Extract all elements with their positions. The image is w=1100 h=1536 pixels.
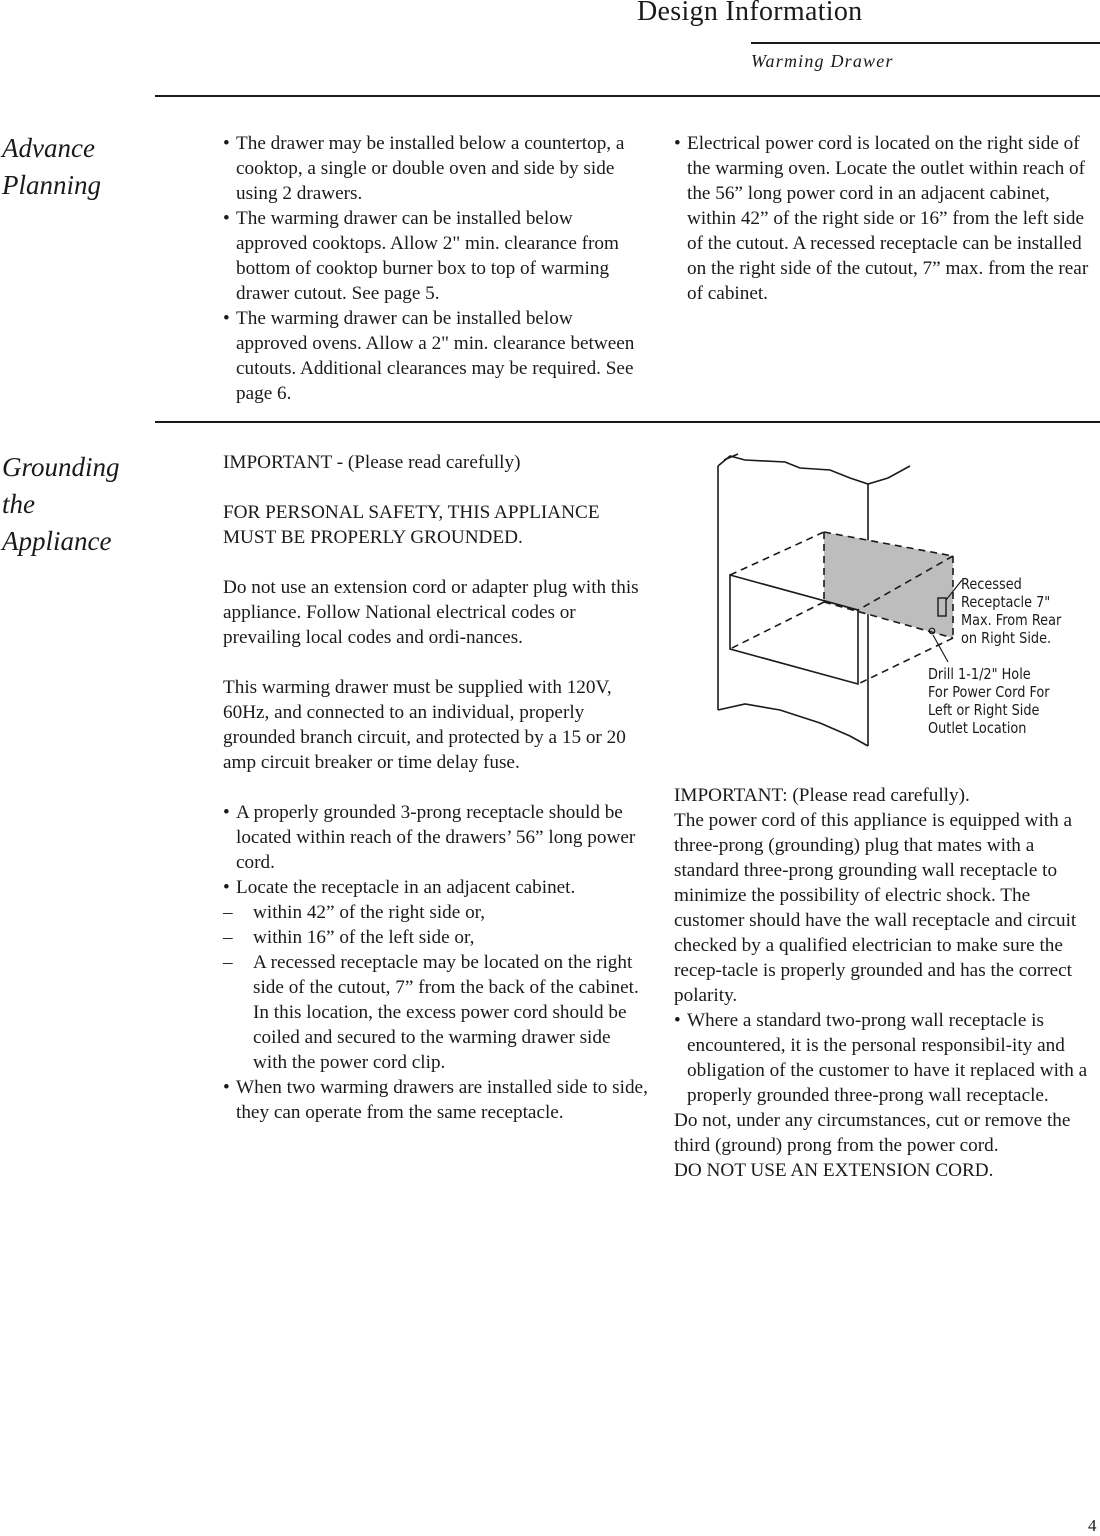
section-title-line: Planning xyxy=(2,170,101,200)
important-heading: IMPORTANT - (Please read carefully) xyxy=(223,452,521,473)
list-item: – within 16” of the left side or, xyxy=(223,925,649,950)
grounding-right-column xyxy=(674,783,1100,1183)
callout-line: Recessed xyxy=(961,576,1022,594)
recessed-receptacle-area xyxy=(824,532,953,638)
callout-line: Max. From Rear xyxy=(961,612,1062,630)
list-item: • Where a standard two-prong wall receptacle is encountered, it is the personal responsibil-ity and obligation of the customer to have it replaced with a properly grounded three-prong wall receptacle. xyxy=(674,1008,1100,1108)
page-header-subtitle: Warming Drawer xyxy=(751,51,894,71)
advance-planning-right-bullet-list xyxy=(674,131,1100,306)
extension-cord-warning: DO NOT USE AN EXTENSION CORD. xyxy=(674,1160,994,1181)
section-title-grounding xyxy=(2,449,120,560)
drill-hole-callout xyxy=(928,666,1054,737)
section-title-line: Appliance xyxy=(2,526,112,556)
receptacle-callout xyxy=(961,576,1065,647)
cabinet-top-edge xyxy=(718,456,910,484)
list-item: – within 42” of the right side or, xyxy=(223,900,649,925)
grounding-left-column xyxy=(223,450,649,1125)
grounding-bullet-list xyxy=(223,800,649,1125)
list-item: – A recessed receptacle may be located on the right side of the cutout, 7” from the back of the cabinet. In this location, the excess power cord should be coiled and secured to the warming drawer side with the power cord clip. xyxy=(223,950,649,1075)
section-divider-advance-planning xyxy=(155,95,1100,97)
advance-planning-right-column xyxy=(674,131,1100,306)
section-divider-grounding xyxy=(155,421,1100,423)
locate-options-list xyxy=(223,900,649,1075)
header-divider xyxy=(751,42,1100,44)
advance-planning-left-column xyxy=(223,131,643,406)
power-supply-paragraph: This warming drawer must be supplied with 120V, 60Hz, and connected to an individual, properly grounded branch circuit, and protected by a 15 or 20 amp circuit breaker or time delay fuse. xyxy=(223,677,626,773)
callout-line: Receptacle 7" xyxy=(961,594,1051,612)
extension-cord-paragraph: Do not use an extension cord or adapter plug with this appliance. Follow National electrical codes or prevailing local codes and ordi-nances. xyxy=(223,577,639,648)
section-title-line: Grounding xyxy=(2,452,120,482)
callout-line: For Power Cord For xyxy=(928,684,1050,702)
cabinet-bottom-edge xyxy=(718,704,868,746)
list-item: • The warming drawer can be installed below approved ovens. Allow a 2" min. clearance between cutouts. Additional clearances may be required. See page 6. xyxy=(223,306,643,406)
list-item: • When two warming drawers are installed side to side, they can operate from the same receptacle. xyxy=(223,1075,649,1125)
section-title-line: the xyxy=(2,489,35,519)
list-item: • The warming drawer can be installed below approved cooktops. Allow 2" min. clearance from bottom of cooktop burner box to top of warming drawer cutout. See page 5. xyxy=(223,206,643,306)
callout-line: Drill 1-1/2" Hole xyxy=(928,666,1031,684)
list-item: • A properly grounded 3-prong receptacle should be located within reach of the drawers’ 56” long power cord. xyxy=(223,800,649,875)
safety-notice: FOR PERSONAL SAFETY, THIS APPLIANCE MUST BE PROPERLY GROUNDED. xyxy=(223,502,600,548)
callout-line: Left or Right Side xyxy=(928,702,1040,720)
receptacle-location-diagram xyxy=(700,448,1100,758)
ground-prong-warning: Do not, under any circumstances, cut or remove the third (ground) prong from the power cord. xyxy=(674,1110,1071,1156)
grounding-right-bullet-list xyxy=(674,1008,1100,1108)
callout-line: on Right Side. xyxy=(961,630,1052,648)
advance-planning-bullet-list xyxy=(223,131,643,406)
page-header-title: Design Information xyxy=(637,0,863,27)
page-number: 4 xyxy=(1088,1516,1097,1535)
list-item: • The drawer may be installed below a countertop, a cooktop, a single or double oven and side by side using 2 drawers. xyxy=(223,131,643,206)
list-item: • Electrical power cord is located on the right side of the warming oven. Locate the outlet within reach of the 56” long power cord in an adjacent cabinet, within 42” of the right side or 16” from the left side of the cutout. A recessed receptacle can be installed on the right side of the cutout, 7” max. from the rear of cabinet. xyxy=(674,131,1100,306)
list-item xyxy=(223,875,649,1075)
power-cord-paragraph: The power cord of this appliance is equipped with a three-prong (grounding) plug that mates with a standard three-prong grounding wall receptacle to minimize the possibility of electric shock. The customer should have the wall receptacle and circuit checked by a qualified electrician to make sure the recep-tacle is properly grounded and has the correct polarity. xyxy=(674,810,1077,1006)
callout-line: Outlet Location xyxy=(928,720,1027,738)
locate-receptacle-text: Locate the receptacle in an adjacent cabinet. xyxy=(236,877,576,898)
drill-hole-leader-line xyxy=(933,635,948,662)
cabinet-cutout-illustration xyxy=(700,448,1100,758)
important-heading-right: IMPORTANT: (Please read carefully). xyxy=(674,785,970,806)
section-title-advance-planning xyxy=(2,130,101,204)
section-title-line: Advance xyxy=(2,133,95,163)
